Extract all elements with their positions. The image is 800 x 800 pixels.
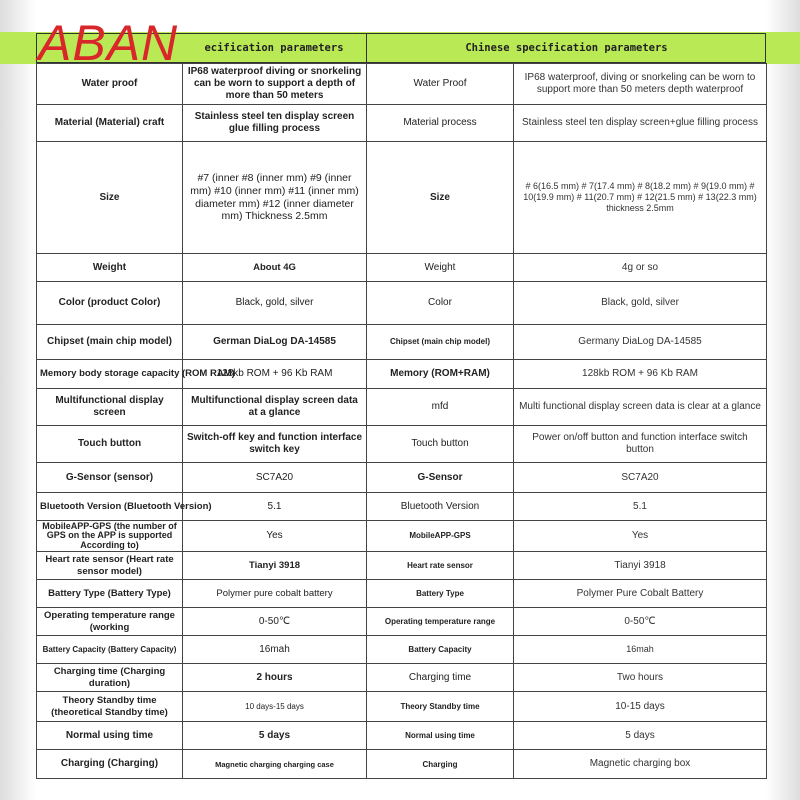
param-name-cn: Bluetooth Version	[367, 493, 514, 521]
param-name-cn: Water Proof	[367, 64, 514, 105]
param-name: Chipset (main chip model)	[37, 325, 183, 360]
param-value-en: 5.1	[183, 493, 367, 521]
brand-logo: ABAN	[38, 15, 179, 71]
table-row	[37, 580, 767, 608]
param-name-cn: Battery Type	[367, 580, 514, 608]
param-name-cn: Color	[367, 282, 514, 325]
param-value-cn: 4g or so	[514, 254, 767, 282]
param-name-cn: mfd	[367, 389, 514, 426]
param-value-en: Tianyi 3918	[183, 552, 367, 580]
table-row	[37, 521, 767, 552]
param-value-cn: 128kb ROM + 96 Kb RAM	[514, 360, 767, 389]
param-value-cn: 0-50℃	[514, 608, 767, 636]
param-name-cn: Heart rate sensor	[367, 552, 514, 580]
param-value-en: 16mah	[183, 636, 367, 664]
param-value-cn: 5.1	[514, 493, 767, 521]
param-value-cn: 10-15 days	[514, 692, 767, 722]
table-row	[37, 389, 767, 426]
param-name-cn: Battery Capacity	[367, 636, 514, 664]
header-english: ecification parameters	[204, 42, 344, 54]
param-value-cn: Germany DiaLog DA-14585	[514, 325, 767, 360]
param-name: Bluetooth Version (Bluetooth Version)	[37, 493, 183, 521]
table-row	[37, 692, 767, 722]
param-value-en: 5 days	[183, 722, 367, 750]
param-name: Battery Capacity (Battery Capacity)	[37, 636, 183, 664]
param-value-en: Polymer pure cobalt battery	[183, 580, 367, 608]
param-value-en: Multifunctional display screen data at a glance	[183, 389, 367, 426]
param-name: Material (Material) craft	[37, 105, 183, 142]
param-name-cn: Charging time	[367, 664, 514, 692]
param-name-cn: Chipset (main chip model)	[367, 325, 514, 360]
left-margin	[0, 0, 36, 800]
table-row	[37, 142, 767, 254]
param-name: G-Sensor (sensor)	[37, 463, 183, 493]
param-name: Multifunctional display screen	[37, 389, 183, 426]
param-value-en: Black, gold, silver	[183, 282, 367, 325]
param-value-en: 10 days-15 days	[183, 692, 367, 722]
param-value-cn: SC7A20	[514, 463, 767, 493]
param-value-cn: Stainless steel ten display screen+glue filling process	[514, 105, 767, 142]
param-name-cn: Touch button	[367, 426, 514, 463]
param-name-cn: Memory (ROM+RAM)	[367, 360, 514, 389]
param-name: MobileAPP-GPS (the number of GPS on the APP is supported According to)	[37, 521, 183, 552]
param-value-cn: 5 days	[514, 722, 767, 750]
param-value-cn: Multi functional display screen data is clear at a glance	[514, 389, 767, 426]
param-name: Theory Standby time (theoretical Standby time)	[37, 692, 183, 722]
spec-table	[36, 63, 767, 779]
param-value-en: SC7A20	[183, 463, 367, 493]
param-name: Memory body storage capacity (ROM RAM)	[37, 360, 183, 389]
param-value-cn: Magnetic charging box	[514, 750, 767, 779]
param-name-cn: Operating temperature range	[367, 608, 514, 636]
param-name-cn: Normal using time	[367, 722, 514, 750]
right-margin	[766, 0, 800, 800]
param-name: Operating temperature range (working	[37, 608, 183, 636]
table-row	[37, 750, 767, 779]
table-row	[37, 360, 767, 389]
param-value-en: Yes	[183, 521, 367, 552]
table-row	[37, 282, 767, 325]
param-name: Color (product Color)	[37, 282, 183, 325]
table-row	[37, 722, 767, 750]
param-name: Weight	[37, 254, 183, 282]
param-name-cn: Size	[367, 142, 514, 254]
param-value-cn: IP68 waterproof, diving or snorkeling can be worn to support more than 50 meters depth waterproof	[514, 64, 767, 105]
table-row	[37, 463, 767, 493]
table-row	[37, 664, 767, 692]
param-name-cn: Material process	[367, 105, 514, 142]
param-value-en: IP68 waterproof diving or snorkeling can be worn to support a depth of more than 50 meters	[183, 64, 367, 105]
table-row	[37, 426, 767, 463]
header-chinese: Chinese specification parameters	[366, 33, 766, 63]
param-value-en: Switch-off key and function interface switch key	[183, 426, 367, 463]
param-name-cn: MobileAPP-GPS	[367, 521, 514, 552]
param-name-cn: Charging	[367, 750, 514, 779]
param-value-en: About 4G	[183, 254, 367, 282]
param-value-cn: Tianyi 3918	[514, 552, 767, 580]
param-name: Charging time (Charging duration)	[37, 664, 183, 692]
param-value-cn: Two hours	[514, 664, 767, 692]
param-value-en: Stainless steel ten display screen glue filling process	[183, 105, 367, 142]
table-row	[37, 254, 767, 282]
param-value-en: German DiaLog DA-14585	[183, 325, 367, 360]
table-row	[37, 105, 767, 142]
table-row	[37, 608, 767, 636]
param-value-en: 0-50℃	[183, 608, 367, 636]
table-row	[37, 636, 767, 664]
param-value-cn: Yes	[514, 521, 767, 552]
param-name: Normal using time	[37, 722, 183, 750]
param-name-cn: Theory Standby time	[367, 692, 514, 722]
param-name: Size	[37, 142, 183, 254]
param-name-cn: Weight	[367, 254, 514, 282]
param-name: Water proof	[37, 64, 183, 105]
param-value-en: 2 hours	[183, 664, 367, 692]
param-value-en: 128kb ROM + 96 Kb RAM	[183, 360, 367, 389]
param-value-cn: # 6(16.5 mm) # 7(17.4 mm) # 8(18.2 mm) # 9(19.0 mm) # 10(19.9 mm) # 11(20.7 mm) # 12(21.5 mm) # 13(22.3 mm) thickness 2.5mm	[514, 142, 767, 254]
param-value-cn: Power on/off button and function interface switch button	[514, 426, 767, 463]
param-name: Touch button	[37, 426, 183, 463]
table-row	[37, 493, 767, 521]
param-name: Charging (Charging)	[37, 750, 183, 779]
param-name: Heart rate sensor (Heart rate sensor model)	[37, 552, 183, 580]
table-row	[37, 552, 767, 580]
param-value-en: Magnetic charging charging case	[183, 750, 367, 779]
param-value-cn: Black, gold, silver	[514, 282, 767, 325]
table-row	[37, 325, 767, 360]
param-value-cn: Polymer Pure Cobalt Battery	[514, 580, 767, 608]
param-name-cn: G-Sensor	[367, 463, 514, 493]
param-name: Battery Type (Battery Type)	[37, 580, 183, 608]
param-value-en: #7 (inner #8 (inner mm) #9 (inner mm) #10 (inner mm) #11 (inner mm) diameter mm) #12 (inner diameter mm) Thickness 2.5mm	[183, 142, 367, 254]
param-value-cn: 16mah	[514, 636, 767, 664]
